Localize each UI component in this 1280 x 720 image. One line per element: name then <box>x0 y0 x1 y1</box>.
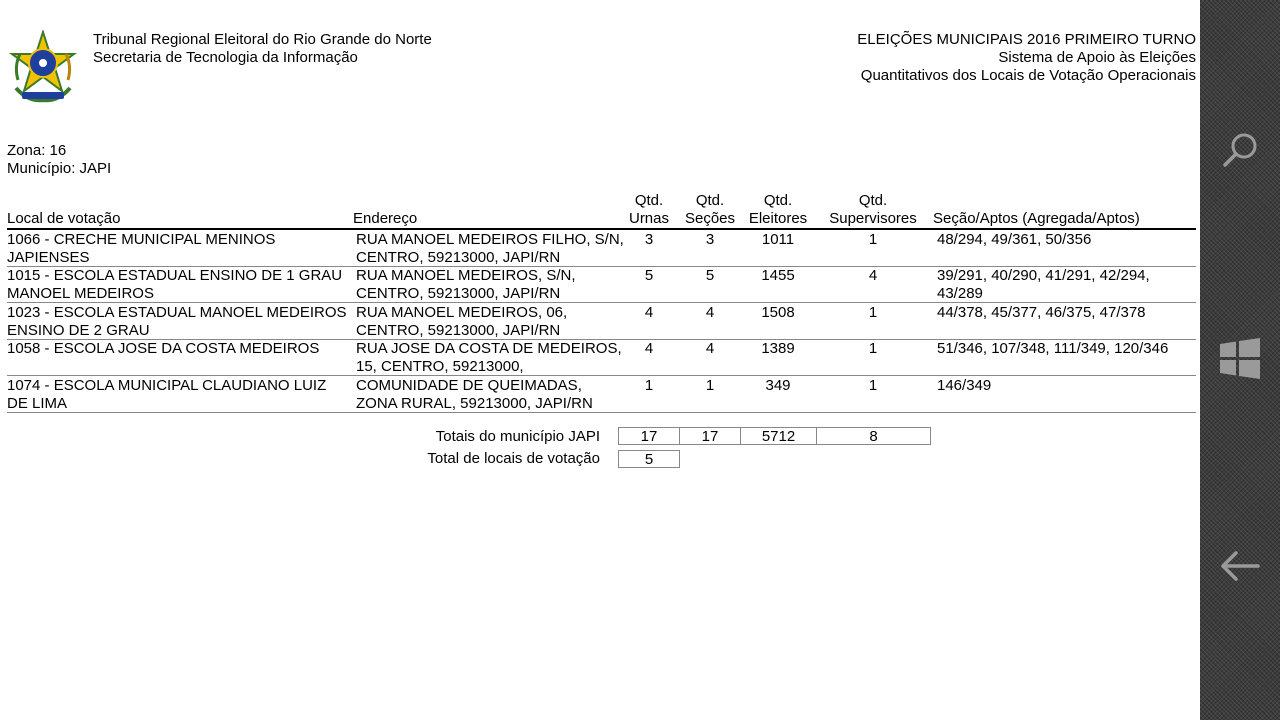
windows-logo-icon[interactable] <box>1216 335 1264 383</box>
total-locais-label: Total de locais de votação <box>427 450 600 467</box>
cell-endereco: COMUNIDADE DE QUEIMADAS, ZONA RURAL, 59213000, JAPI/RN <box>356 377 593 412</box>
col-header-urnas-line1: Qtd. <box>634 192 664 209</box>
table-row <box>7 266 1196 303</box>
col-header-eleitores-line2: Eleitores <box>748 210 808 227</box>
col-header-supervisores-line2: Supervisores <box>829 210 917 227</box>
secretaria-name: Secretaria de Tecnologia da Informação <box>93 49 358 66</box>
cell-local: 1015 - ESCOLA ESTADUAL ENSINO DE 1 GRAU MANOEL MEDEIROS <box>7 267 343 302</box>
col-header-eleitores-line1: Qtd. <box>763 192 793 209</box>
col-header-eleitores <box>741 192 815 228</box>
cell-local: 1066 - CRECHE MUNICIPAL MENINOS JAPIENSES <box>7 231 276 266</box>
cell-aptos: 146/349 <box>937 377 992 394</box>
cell-endereco: RUA MANOEL MEDEIROS FILHO, S/N, CENTRO, 59213000, JAPI/RN <box>356 231 624 266</box>
cell-eleitores: 1455 <box>761 267 795 284</box>
cell-urnas: 3 <box>644 231 654 248</box>
cell-eleitores: 1389 <box>761 340 795 357</box>
cell-secoes: 4 <box>705 304 715 321</box>
cell-eleitores: 1508 <box>761 304 795 321</box>
cell-secoes: 1 <box>705 377 715 394</box>
cell-local: 1023 - ESCOLA ESTADUAL MANOEL MEDEIROS ENSINO DE 2 GRAU <box>7 304 347 339</box>
total-urnas: 17 <box>618 427 680 445</box>
header-right <box>857 31 1196 85</box>
table-row <box>7 230 1196 267</box>
cell-supervisores: 1 <box>868 340 878 357</box>
system-nav-bar <box>1200 0 1280 720</box>
col-header-endereco: Endereço <box>353 210 418 227</box>
cell-supervisores: 1 <box>868 377 878 394</box>
tribunal-name: Tribunal Regional Eleitoral do Rio Grande do Norte <box>93 31 432 48</box>
cell-local: 1058 - ESCOLA JOSE DA COSTA MEDEIROS <box>7 340 320 357</box>
cell-secoes: 3 <box>705 231 715 248</box>
zone-info <box>7 142 111 178</box>
table-row <box>7 376 1196 413</box>
col-header-secoes-line1: Qtd. <box>695 192 725 209</box>
cell-eleitores: 349 <box>765 377 791 394</box>
cell-secoes: 4 <box>705 340 715 357</box>
municipio-label: Município: JAPI <box>7 160 112 177</box>
header-left <box>93 31 432 67</box>
cell-urnas: 4 <box>644 304 654 321</box>
cell-aptos: 48/294, 49/361, 50/356 <box>937 231 1092 248</box>
system-name: Sistema de Apoio às Eleições <box>998 49 1196 66</box>
col-header-urnas <box>619 192 679 228</box>
cell-endereco: RUA MANOEL MEDEIROS, 06, CENTRO, 59213000, JAPI/RN <box>356 304 568 339</box>
col-header-urnas-line2: Urnas <box>628 210 669 227</box>
report-title: Quantitativos dos Locais de Votação Operacionais <box>860 67 1196 84</box>
brazil-coat-of-arms-icon <box>8 30 78 106</box>
col-header-supervisores-line1: Qtd. <box>858 192 888 209</box>
total-supervisores: 8 <box>816 427 931 445</box>
cell-endereco: RUA JOSE DA COSTA DE MEDEIROS, 15, CENTRO, 59213000, <box>356 340 622 375</box>
cell-secoes: 5 <box>705 267 715 284</box>
cell-supervisores: 1 <box>868 304 878 321</box>
cell-aptos: 51/346, 107/348, 111/349, 120/346 <box>937 340 1169 357</box>
election-title: ELEIÇÕES MUNICIPAIS 2016 PRIMEIRO TURNO <box>857 31 1196 48</box>
total-secoes: 17 <box>679 427 741 445</box>
cell-supervisores: 1 <box>868 231 878 248</box>
cell-urnas: 5 <box>644 267 654 284</box>
zona-label: Zona: 16 <box>7 142 67 159</box>
back-arrow-icon[interactable] <box>1216 542 1264 590</box>
table-row <box>7 339 1196 376</box>
cell-eleitores: 1011 <box>761 231 795 248</box>
col-header-aptos: Seção/Aptos (Agregada/Aptos) <box>933 210 1140 227</box>
col-header-secoes-line2: Seções <box>684 210 736 227</box>
cell-aptos: 39/291, 40/290, 41/291, 42/294, 43/289 <box>937 267 1150 302</box>
cell-endereco: RUA MANOEL MEDEIROS, S/N, CENTRO, 59213000, JAPI/RN <box>356 267 576 302</box>
search-icon[interactable] <box>1216 126 1264 174</box>
total-locais: 5 <box>618 450 680 468</box>
col-header-secoes <box>680 192 740 228</box>
table-row <box>7 303 1196 340</box>
cell-aptos: 44/378, 45/377, 46/375, 47/378 <box>937 304 1146 321</box>
cell-urnas: 1 <box>644 377 654 394</box>
cell-local: 1074 - ESCOLA MUNICIPAL CLAUDIANO LUIZ DE LIMA <box>7 377 327 412</box>
col-header-local: Local de votação <box>7 210 121 227</box>
cell-urnas: 4 <box>644 340 654 357</box>
total-eleitores: 5712 <box>740 427 817 445</box>
col-header-supervisores <box>817 192 929 228</box>
totals-label: Totais do município JAPI <box>435 428 600 445</box>
cell-supervisores: 4 <box>868 267 878 284</box>
